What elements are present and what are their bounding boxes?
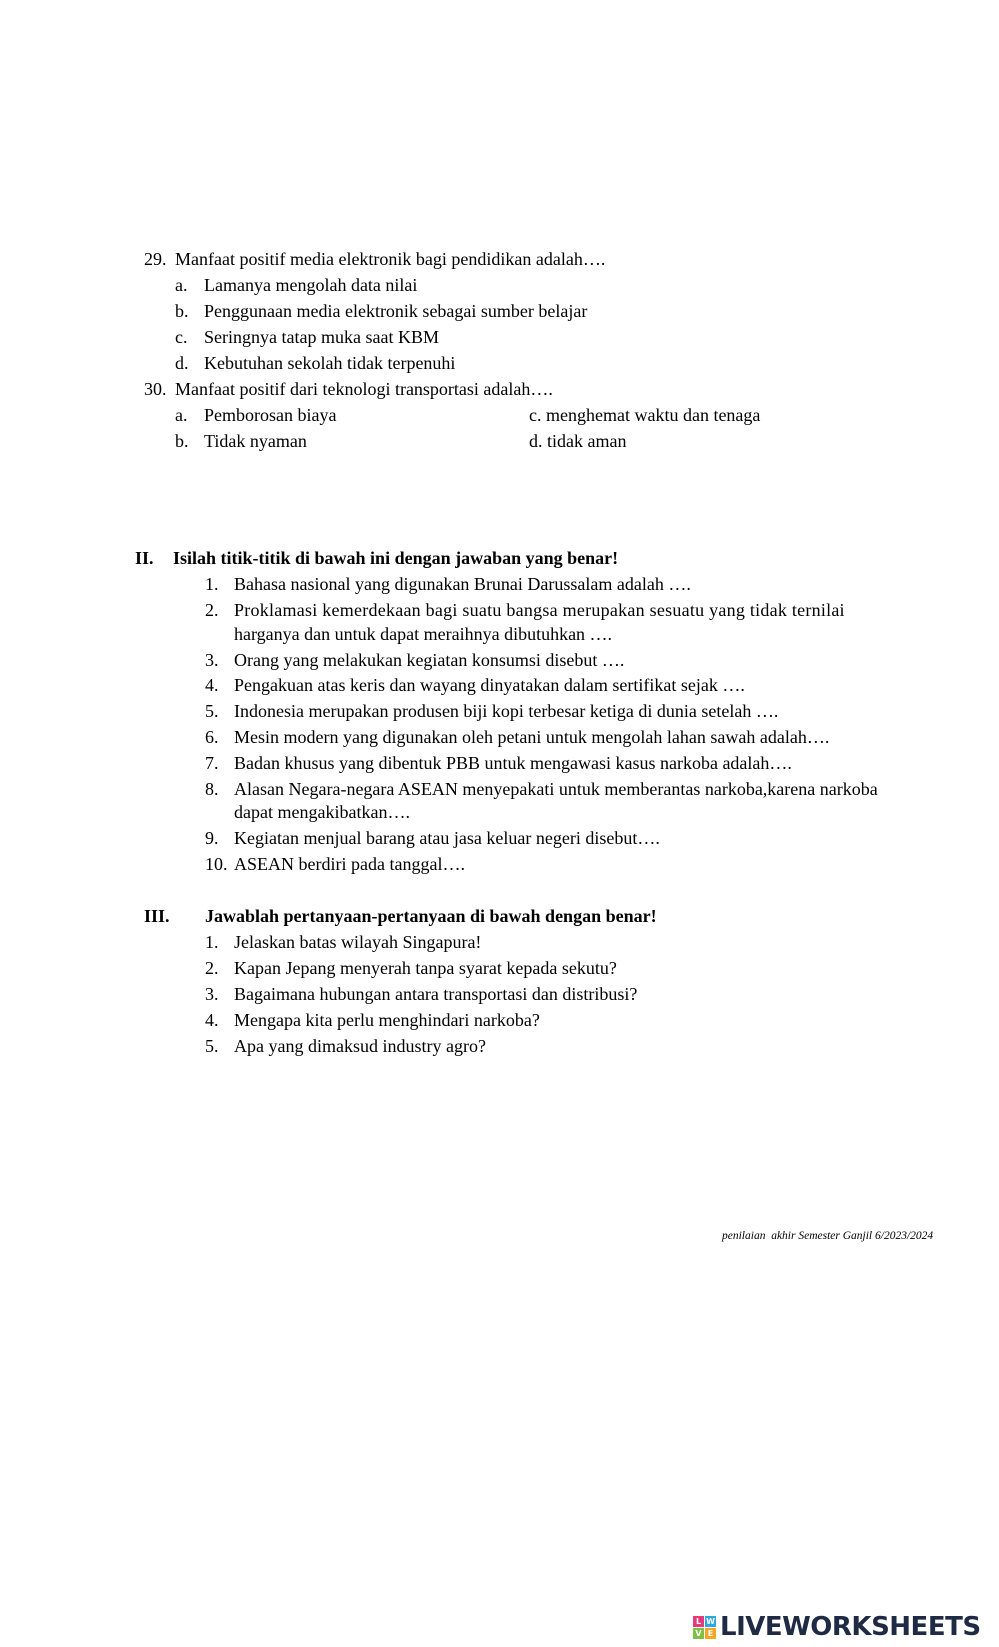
s2-item-2-text-line2: harganya dan untuk dapat meraihnya dibutuhkan …. [234,624,613,644]
s2-item-5-text: Indonesia merupakan produsen biji kopi terbesar ketiga di dunia setelah …. [234,701,779,721]
q29-option-d-text[interactable]: Kebutuhan sekolah tidak terpenuhi [204,353,456,373]
s2-item-8-number: 8. [205,779,219,799]
s3-item-2-number: 2. [205,958,219,978]
s2-item-8-text-line2: dapat mengakibatkan…. [234,802,410,822]
s2-item-4-number: 4. [205,675,219,695]
q29-option-b-text[interactable]: Penggunaan media elektronik sebagai sumber belajar [204,301,588,321]
q29-option-d-letter: d. [175,353,189,373]
s2-item-6-number: 6. [205,727,219,747]
q30-number: 30. [144,379,167,399]
section-ii-numeral: II. [135,548,154,568]
s2-item-9-text: Kegiatan menjual barang atau jasa keluar negeri disebut…. [234,828,660,848]
q30-option-d-text[interactable]: d. tidak aman [529,431,627,451]
s2-item-2-text-line1: Proklamasi kemerdekaan bagi suatu bangsa merupakan sesuatu yang tidak ternilai [234,600,845,620]
s2-item-8-text-line1: Alasan Negara-negara ASEAN menyepakati untuk memberantas narkoba,karena narkoba [234,779,878,799]
s2-item-5-number: 5. [205,701,219,721]
q29-option-b-letter: b. [175,301,189,321]
q29-option-c-text[interactable]: Seringnya tatap muka saat KBM [204,327,439,347]
s2-item-7-text: Badan khusus yang dibentuk PBB untuk mengawasi kasus narkoba adalah…. [234,753,792,773]
s3-item-4-text: Mengapa kita perlu menghindari narkoba? [234,1010,540,1030]
section-iii-numeral: III. [144,906,170,926]
q30-option-a-letter: a. [175,405,188,425]
liveworksheets-logo-icon [693,1616,716,1639]
q29-number: 29. [144,249,167,269]
s3-item-3-number: 3. [205,984,219,1004]
s3-item-5-number: 5. [205,1036,219,1056]
q29-option-a-letter: a. [175,275,188,295]
s2-item-3-number: 3. [205,650,219,670]
q30-option-b-text[interactable]: Tidak nyaman [204,431,307,451]
s3-item-4-number: 4. [205,1010,219,1030]
liveworksheets-logo[interactable] [693,1610,981,1644]
logo-mark-cell: V [693,1628,704,1639]
q30-option-c-text[interactable]: c. menghemat waktu dan tenaga [529,405,761,425]
q29-option-c-letter: c. [175,327,188,347]
s2-item-1-text: Bahasa nasional yang digunakan Brunai Darussalam adalah …. [234,574,691,594]
s2-item-7-number: 7. [205,753,219,773]
section-ii-title: Isilah titik-titik di bawah ini dengan jawaban yang benar! [173,548,619,568]
s3-item-5-text: Apa yang dimaksud industry agro? [234,1036,486,1056]
q30-option-a-text[interactable]: Pemborosan biaya [204,405,337,425]
s2-item-10-text: ASEAN berdiri pada tanggal…. [234,854,465,874]
s2-item-3-text: Orang yang melakukan kegiatan konsumsi disebut …. [234,650,625,670]
logo-mark-cell: L [693,1616,704,1627]
section-iii-title: Jawablah pertanyaan-pertanyaan di bawah dengan benar! [205,906,657,926]
q30-text: Manfaat positif dari teknologi transportasi adalah…. [175,379,553,399]
s3-item-3-text: Bagaimana hubungan antara transportasi dan distribusi? [234,984,638,1004]
q29-option-a-text[interactable]: Lamanya mengolah data nilai [204,275,418,295]
q30-option-b-letter: b. [175,431,189,451]
logo-mark-cell: E [705,1628,716,1639]
page-footer: penilaian akhir Semester Ganjil 6/2023/2024 [722,1230,934,1242]
liveworksheets-logo-text: LIVEWORKSHEETS [720,1612,981,1642]
s3-item-2-text: Kapan Jepang menyerah tanpa syarat kepada sekutu? [234,958,617,978]
s3-item-1-number: 1. [205,932,219,952]
s3-item-1-text: Jelaskan batas wilayah Singapura! [234,932,482,952]
s2-item-9-number: 9. [205,828,219,848]
s2-item-10-number: 10. [205,854,228,874]
s2-item-6-text: Mesin modern yang digunakan oleh petani untuk mengolah lahan sawah adalah…. [234,727,830,747]
s2-item-1-number: 1. [205,574,219,594]
s2-item-2-number: 2. [205,600,219,620]
s2-item-4-text: Pengakuan atas keris dan wayang dinyatakan dalam sertifikat sejak …. [234,675,745,695]
logo-mark-cell: W [706,1616,715,1626]
q29-text: Manfaat positif media elektronik bagi pendidikan adalah…. [175,249,606,269]
